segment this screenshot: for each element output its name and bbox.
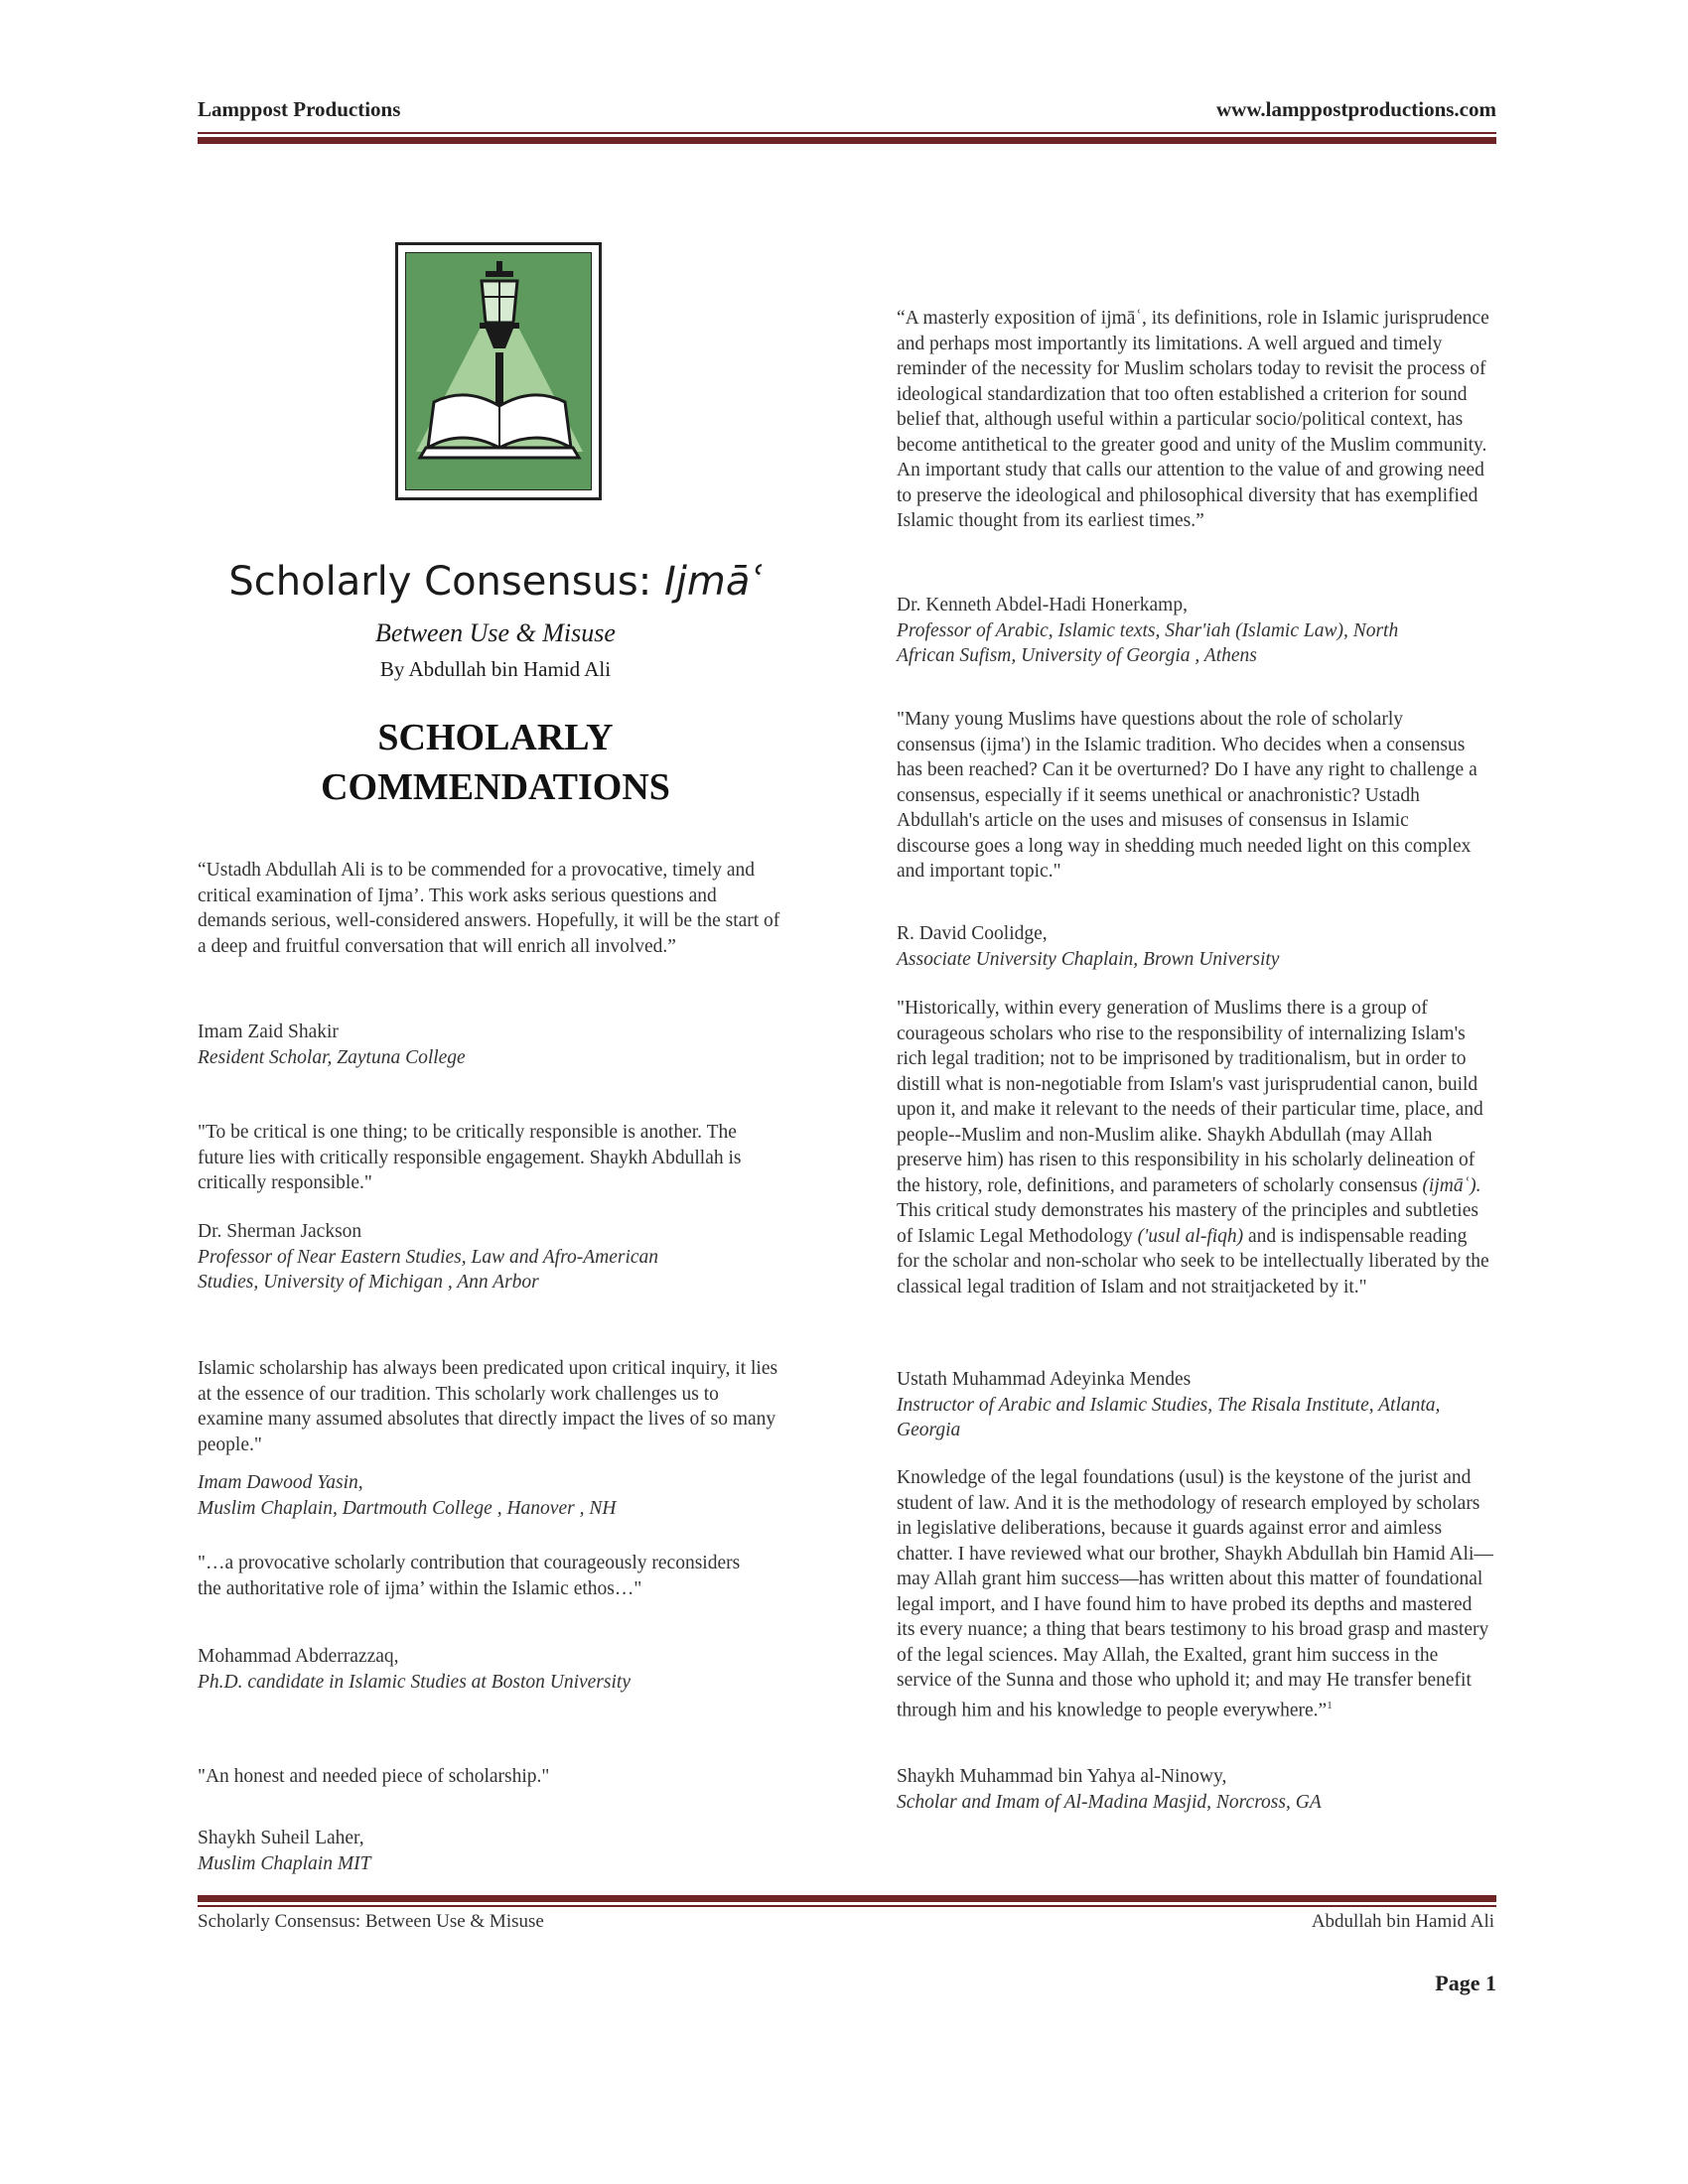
- section-heading: [198, 713, 793, 812]
- commender-name: Dr. Kenneth Abdel-Hadi Honerkamp,: [897, 595, 1188, 615]
- commendation-quote: "An honest and needed piece of scholarship.": [198, 1766, 550, 1787]
- commender-role: Professor of Arabic, Islamic texts, Shar'iah (Islamic Law), North African Sufism, University of Georgia , Athens: [897, 619, 1399, 666]
- footnote-mark[interactable]: 1: [1327, 1699, 1333, 1711]
- publisher-name: Lamppost Productions: [198, 97, 401, 121]
- commendation-attribution: [198, 1826, 783, 1876]
- commender-name: Ustath Muhammad Adeyinka Mendes: [897, 1369, 1192, 1390]
- lamp-over-book-icon: [406, 253, 592, 490]
- section-heading-line2: COMMENDATIONS: [321, 766, 670, 808]
- footer-rule: [198, 1895, 1496, 1907]
- commendation-quote: Islamic scholarship has always been predicated upon critical inquiry, it lies at the essence of our tradition. This scholarly work challenges us to examine many assumed absolutes that directly impact the lives of so many people.": [198, 1358, 778, 1455]
- commender-name: Mohammad Abderrazzaq,: [198, 1646, 399, 1667]
- commendation-quote: [897, 1465, 1494, 1723]
- commendation-imam-zaid-shakir: [198, 858, 783, 959]
- commendation-quote: "…a provocative scholarly contribution that courageously reconsiders the authoritative role of ijma’ within the Islamic ethos…": [198, 1553, 741, 1599]
- commendation-attribution: [198, 1470, 783, 1521]
- commendation-muhammad-ninowy: [897, 1465, 1494, 1723]
- commendation-attribution: [897, 1367, 1502, 1443]
- commendation-kenneth-honerkamp: [897, 306, 1494, 534]
- commender-role: Resident Scholar, Zaytuna College: [198, 1046, 466, 1068]
- title-main: Scholarly Consensus:: [228, 559, 652, 605]
- commender-name: Imam Dawood Yasin,: [198, 1472, 363, 1493]
- quote-part: "Historically, within every generation of Muslims there is a group of courageous scholars who rise to the responsibility of internalizing Islam's rich legal tradition; not to be imprisoned by traditionalism, but in order to distill what is non-negotiable from Islam's vast jurisprudential canon, build upon it, and make it relevant to the needs of their particular time, place, and people--Muslim and non-Muslim alike. Shaykh Abdullah (may Allah preserve him) has risen to this responsibility in his scholarly delineation of the history, role, definitions, and parameters of scholarly consensus: [897, 998, 1483, 1196]
- footer-title: Scholarly Consensus: Between Use & Misuse: [198, 1911, 544, 1932]
- commender-name: Shaykh Muhammad bin Yahya al-Ninowy,: [897, 1766, 1227, 1787]
- commendation-dawood-yasin: [198, 1356, 783, 1457]
- lamppost-logo: [395, 242, 602, 500]
- page-number: Page 1: [1435, 1971, 1496, 1995]
- section-heading-line1: SCHOLARLY: [377, 717, 614, 758]
- quote-part: and is indispensable reading for the scholar and non-scholar who seek to be intellectually liberated by the classical legal tradition of Islam and not straitjacketed by it.": [897, 1225, 1489, 1297]
- document-subtitle: Between Use & Misuse: [375, 618, 616, 647]
- commender-role: Ph.D. candidate in Islamic Studies at Boston University: [198, 1671, 631, 1693]
- document-title: [198, 559, 793, 605]
- commendation-david-coolidge: [897, 707, 1477, 885]
- commendation-attribution: [897, 1764, 1494, 1815]
- commendation-attribution: [198, 1219, 714, 1296]
- commender-role: Instructor of Arabic and Islamic Studies, The Risala Institute, Atlanta, Georgia: [897, 1394, 1441, 1440]
- header-rule: [198, 132, 1496, 144]
- quote-part: This critical study demonstrates his mastery of the principles and subtleties of Islamic Legal Methodology: [897, 1200, 1478, 1247]
- document-author: By Abdullah bin Hamid Ali: [379, 657, 612, 681]
- quote-part: Knowledge of the legal foundations (usul) is the keystone of the jurist and student of law. And it is the methodology of research employed by scholars in legislative deliberations, because it guards against error and aimless chatter. I have reviewed what our brother, Shaykh Abdullah bin Hamid Ali—may Allah grant him success—has written about this matter of foundational legal import, and I have found him to have probed its depths and mastered its every nuance; a thing that bears testimony to his broad grasp and mastery of the legal sciences. May Allah, the Exalted, grant him success in the service of the Sunna and those who uphold it; and may He transfer benefit through him and his knowledge to people everywhere.”: [897, 1467, 1493, 1720]
- commendation-muhammad-mendes: [897, 996, 1494, 1299]
- commendation-quote: “A masterly exposition of ijmāʿ, its definitions, role in Islamic jurisprudence and perhaps most importantly its limitations. A well argued and timely reminder of the necessity for Muslim scholars today to revisit the process of ideological standardization that too often established a criterion for sound belief that, although useful within a particular socio/political context, has become antithetical to the greater good and unity of the Muslim community. An important study that calls our attention to the value of and growing need to preserve the ideological and philosophical diversity that has exemplified Islamic thought from its earliest times.”: [897, 308, 1489, 531]
- quote-term-ijma: (ijmāʿ).: [1422, 1174, 1481, 1196]
- commender-name: Imam Zaid Shakir: [198, 1022, 339, 1042]
- footer-author: Abdullah bin Hamid Ali: [1311, 1911, 1494, 1932]
- commendation-quote: [897, 996, 1494, 1299]
- commender-name: Dr. Sherman Jackson: [198, 1221, 362, 1242]
- commendation-sherman-jackson: [198, 1120, 783, 1196]
- page-header: [198, 97, 1496, 125]
- commender-role: Professor of Near Eastern Studies, Law and Afro-American Studies, University of Michigan , Ann Arbor: [198, 1246, 659, 1293]
- commendation-quote: "To be critical is one thing; to be critically responsible is another. The future lies with critically responsible engagement. Shaykh Abdullah is critically responsible.": [198, 1122, 742, 1193]
- commendation-attribution: [897, 921, 1494, 972]
- commender-role: Muslim Chaplain, Dartmouth College , Hanover , NH: [198, 1497, 617, 1519]
- commender-name: R. David Coolidge,: [897, 923, 1048, 944]
- commendation-quote: “Ustadh Abdullah Ali is to be commended for a provocative, timely and critical examination of Ijma’. This work asks serious questions and demands serious, well-considered answers. Hopefully, it will be the start of a deep and fruitful conversation that will enrich all involved.”: [198, 860, 780, 957]
- commender-role: Scholar and Imam of Al-Madina Masjid, Norcross, GA: [897, 1791, 1322, 1813]
- commender-role: Associate University Chaplain, Brown University: [897, 948, 1280, 970]
- commendation-mohammad-abderrazzaq: [198, 1551, 754, 1601]
- title-ijma: Ijmāʿ: [663, 559, 763, 605]
- publisher-url[interactable]: www.lamppostproductions.com: [1216, 97, 1496, 121]
- commendation-suheil-laher: [198, 1764, 783, 1790]
- commendation-attribution: [897, 593, 1453, 669]
- commender-role: Muslim Chaplain MIT: [198, 1852, 371, 1874]
- commendation-attribution: [198, 1644, 783, 1695]
- commendation-attribution: [198, 1020, 783, 1070]
- quote-term-usul: ('usul al-fiqh): [1137, 1225, 1244, 1247]
- commendation-quote: "Many young Muslims have questions about the role of scholarly consensus (ijma') in the Islamic tradition. Who decides when a consensus has been reached? Can it be overturned? Do I have any right to challenge a consensus, especially if it seems unethical or anachronistic? Ustadh Abdullah's article on the uses and misuses of consensus in Islamic discourse goes a long way in shedding much needed light on this complex and important topic.": [897, 709, 1477, 882]
- commender-name: Shaykh Suheil Laher,: [198, 1828, 364, 1848]
